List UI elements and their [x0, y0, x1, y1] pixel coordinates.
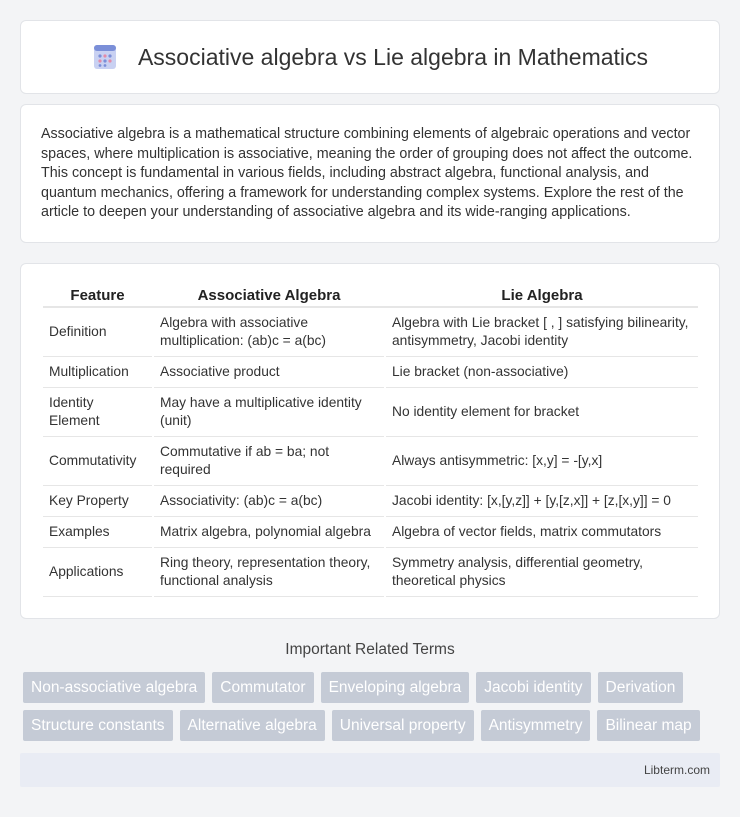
- column-header-feature: Feature: [43, 284, 153, 307]
- table-cell: Applications: [43, 547, 153, 596]
- comparison-table: [43, 284, 698, 597]
- page-title: Associative algebra vs Lie algebra in Mathematics: [137, 43, 649, 70]
- table-cell: Symmetry analysis, differential geometry, theoretical physics: [385, 547, 698, 596]
- table-cell: May have a multiplicative identity (unit): [153, 387, 385, 436]
- table-row: [43, 516, 698, 547]
- table-row: [43, 547, 698, 596]
- table-cell: Jacobi identity: [x,[y,z]] + [y,[z,x]] + [z,[x,y]] = 0: [385, 485, 698, 516]
- table-row: [43, 485, 698, 516]
- tag-row: [23, 672, 723, 703]
- table-row: [43, 307, 698, 356]
- table-row: [43, 356, 698, 387]
- table-cell: Lie bracket (non-associative): [385, 356, 698, 387]
- related-terms-title: Important Related Terms: [285, 641, 455, 658]
- tag-antisymmetry[interactable]: Antisymmetry: [481, 710, 591, 741]
- table-cell: Identity Element: [43, 387, 153, 436]
- table-row: [43, 387, 698, 436]
- tag-bilinear-map[interactable]: Bilinear map: [597, 710, 699, 741]
- header-card: [20, 20, 720, 94]
- column-header-lie: Lie Algebra: [385, 284, 698, 307]
- table-cell: Ring theory, representation theory, functional analysis: [153, 547, 385, 596]
- table-cell: Definition: [43, 307, 153, 356]
- table-cell: Associative product: [153, 356, 385, 387]
- intro-card: [20, 104, 720, 243]
- column-header-associative: Associative Algebra: [153, 284, 385, 307]
- table-cell: Commutative if ab = ba; not required: [153, 436, 385, 485]
- table-cell: Commutativity: [43, 436, 153, 485]
- table-cell: Algebra with associative multiplication: (ab)c = a(bc): [153, 307, 385, 356]
- table-cell: Key Property: [43, 485, 153, 516]
- tag-universal-property[interactable]: Universal property: [332, 710, 474, 741]
- table-cell: Algebra with Lie bracket [ , ] satisfying bilinearity, antisymmetry, Jacobi identity: [385, 307, 698, 356]
- table-cell: Algebra of vector fields, matrix commutators: [385, 516, 698, 547]
- table-cell: Examples: [43, 516, 153, 547]
- table-cell: Associativity: (ab)c = a(bc): [153, 485, 385, 516]
- document-icon: [92, 44, 118, 70]
- table-header-row: [43, 284, 698, 307]
- table-row: [43, 436, 698, 485]
- tag-structure-constants[interactable]: Structure constants: [23, 710, 173, 741]
- tag-derivation[interactable]: Derivation: [598, 672, 684, 703]
- table-cell: Always antisymmetric: [x,y] = -[y,x]: [385, 436, 698, 485]
- tag-alternative-algebra[interactable]: Alternative algebra: [180, 710, 325, 741]
- tag-commutator[interactable]: Commutator: [212, 672, 313, 703]
- table-cell: Matrix algebra, polynomial algebra: [153, 516, 385, 547]
- table-cell: No identity element for bracket: [385, 387, 698, 436]
- tag-jacobi-identity[interactable]: Jacobi identity: [476, 672, 590, 703]
- footer-brand-link[interactable]: Libterm.com: [643, 763, 710, 777]
- tag-row: [23, 710, 723, 741]
- tag-enveloping-algebra[interactable]: Enveloping algebra: [321, 672, 470, 703]
- table-cell: Multiplication: [43, 356, 153, 387]
- footer: [20, 753, 720, 787]
- intro-text: Associative algebra is a mathematical structure combining elements of algebraic operations and vector spaces, where multiplication is associative, meaning the order of grouping does not affect the outcome. This concept is fundamental in various fields, including abstract algebra, functional analysis, and quantum mechanics, offering a framework for understanding complex systems. Explore the rest of the article to deepen your understanding of associative algebra and its wide-ranging applications.: [41, 126, 693, 220]
- tag-non-associative-algebra[interactable]: Non-associative algebra: [23, 672, 205, 703]
- comparison-card: [20, 263, 720, 619]
- related-terms: [23, 672, 723, 748]
